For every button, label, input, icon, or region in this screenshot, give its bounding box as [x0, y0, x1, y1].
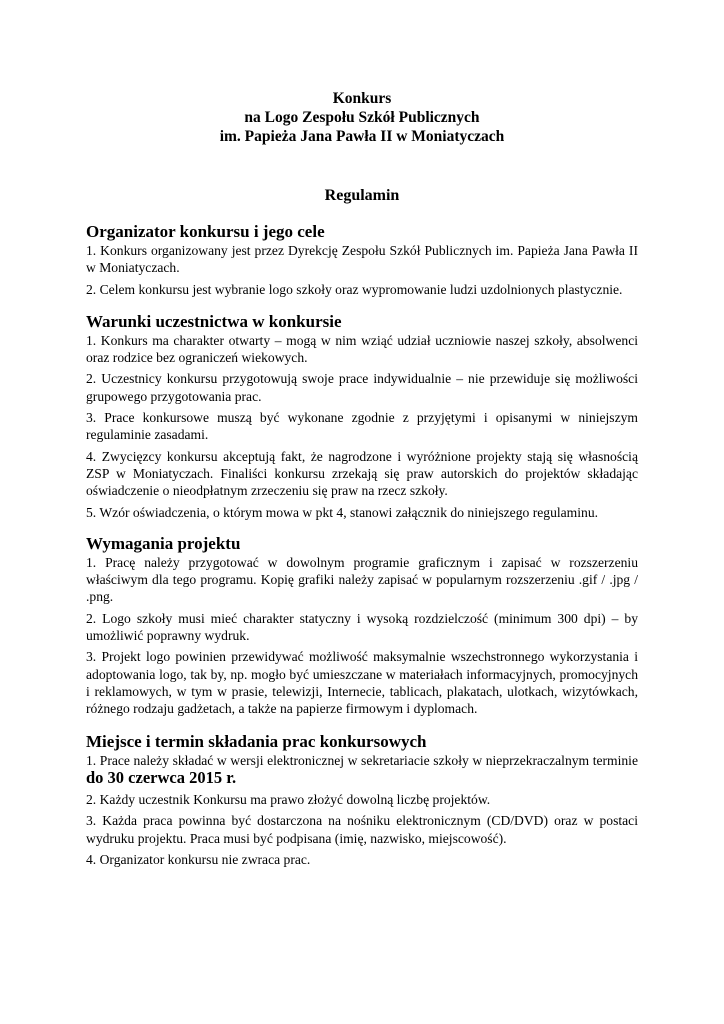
title-line-3: im. Papieża Jana Pawła II w Moniatyczach: [219, 128, 505, 145]
paragraph: 1. Pracę należy przygotować w dowolnym programie graficznym i zapisać w rozszerzeniu właściwym dla tego programu. Kopię grafiki należy zapisać w popularnym rozszerzeniu .gif / .jpg / .png.: [86, 554, 638, 605]
document-subtitle: Regulamin: [324, 187, 400, 204]
paragraph: 5. Wzór oświadczenia, o którym mowa w pkt 4, stanowi załącznik do niniejszego regulaminu.: [86, 504, 599, 520]
paragraph: 3. Prace konkursowe muszą być wykonane zgodnie z przyjętymi i opisanymi w niniejszym regulaminie zasadami.: [86, 410, 638, 443]
title-line-2: na Logo Zespołu Szkół Publicznych: [244, 109, 480, 126]
paragraph: 4. Organizator konkursu nie zwraca prac.: [86, 852, 311, 868]
paragraph: 3. Każda praca powinna być dostarczona na nośniku elektronicznym (CD/DVD) oraz w postaci wydruku projektu. Praca musi być podpisana (imię, nazwisko, miejscowość).: [86, 813, 638, 846]
document-title: [0, 89, 724, 146]
paragraph: 2. Logo szkoły musi mieć charakter statyczny i wysoką rozdzielczość (minimum 300 dpi) – by umożliwić poprawny wydruk.: [86, 610, 638, 644]
deadline-paragraph: [86, 752, 638, 788]
document-body: [86, 222, 638, 872]
section-heading: Wymagania projektu: [86, 533, 241, 553]
paragraph: 2. Uczestnicy konkursu przygotowują swoje prace indywidualnie – nie przewiduje się możliwości grupowego przygotowania prac.: [86, 371, 638, 404]
section-organizer: [86, 222, 638, 298]
deadline-date: do 30 czerwca 2015 r.: [86, 767, 237, 787]
paragraph: 1. Konkurs organizowany jest przez Dyrekcję Zespołu Szkół Publicznych im. Papieża Jana Pawła II w Moniatyczach.: [86, 243, 638, 276]
paragraph: 2. Celem konkursu jest wybranie logo szkoły oraz wypromowanie ludzi uzdolnionych plastycznie.: [86, 281, 623, 297]
section-heading: Organizator konkursu i jego cele: [86, 222, 325, 241]
paragraph: 4. Zwycięzcy konkursu akceptują fakt, że nagrodzone i wyróżnione projekty stają się własnością ZSP w Moniatyczach. Finaliści konkursu zrzekają się praw autorskich do projektów składając oświadczenie o nieodpłatnym zrzeczeniu się praw na rzecz szkoły.: [86, 448, 638, 499]
paragraph: 1. Konkurs ma charakter otwarty – mogą w nim wziąć udział uczniowie naszej szkoły, absolwenci oraz rodzice bez ograniczeń wiekowych.: [86, 332, 638, 366]
section-heading: Miejsce i termin składania prac konkursowych: [86, 731, 427, 751]
paragraph: 3. Projekt logo powinien przewidywać możliwość maksymalnie wszechstronnego wykorzystania i adoptowania logo, tak by, np. mogło być umieszczane w materiałach informacyjnych, promocyjnych i reklamowych, w tym w prasie, telewizji, Internecie, tablicach, plakatach, ulotkach, wizytówkach, różnego rodzaju gadżetach, a także na papierze firmowym i dyplomach.: [86, 649, 638, 717]
section-participation: [86, 312, 638, 521]
section-requirements: [86, 534, 638, 718]
title-line-1: Konkurs: [332, 90, 392, 107]
section-submission: [86, 732, 638, 869]
deadline-text: 1. Prace należy składać w wersji elektronicznej w sekretariacie szkoły w nieprzekraczalnym terminie: [86, 752, 638, 768]
paragraph: 2. Każdy uczestnik Konkursu ma prawo złożyć dowolną liczbę projektów.: [86, 792, 491, 808]
section-heading: Warunki uczestnictwa w konkursie: [86, 311, 342, 331]
